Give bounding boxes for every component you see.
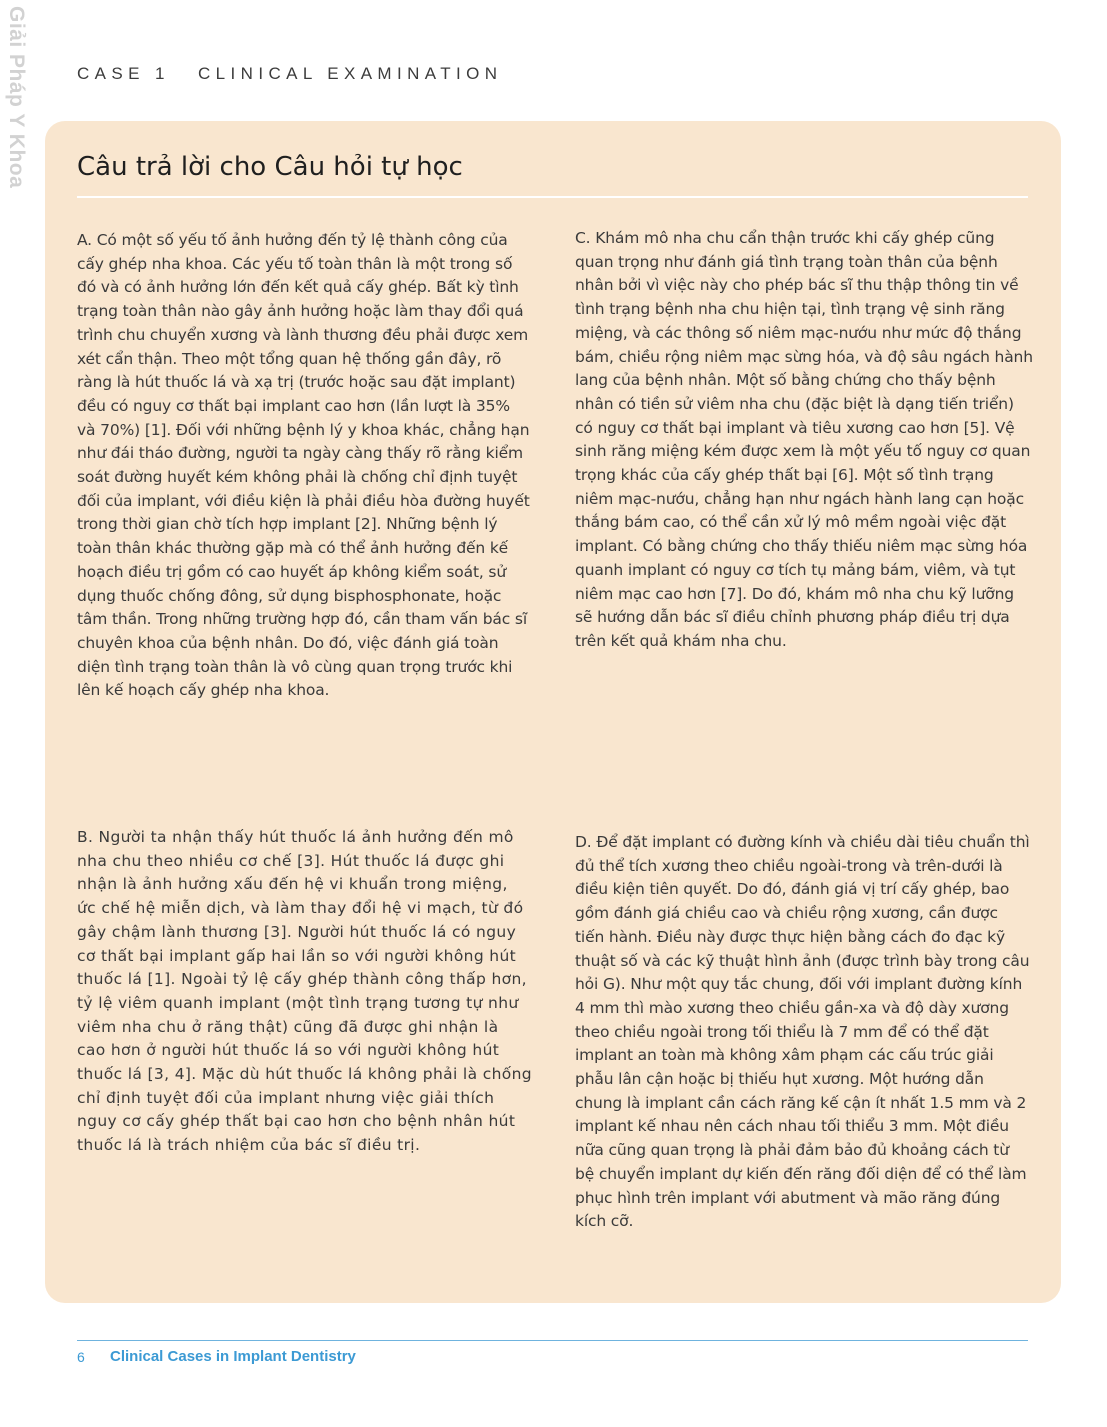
answer-d-paragraph: D. Để đặt implant có đường kính và chiều dài tiêu chuẩn thì đủ thể tích xương theo chiều ngoài-trong và trên-dưới là điều kiện tiên quyết. Do đó, đánh giá vị trí cấy ghép, bao gồm đánh giá chiều cao và chiều rộng xương, cần được tiến hành. Điều này được thực hiện bằng cách đo đạc kỹ thuật số và các kỹ thuật hình ảnh (được trình bày trong câu hỏi G). Như một quy tắc chung, đối với implant đường kính 4 mm thì mào xương theo chiều gần-xa và độ dày xương theo chiều ngoài trong tối thiểu là 7 mm để có thể đặt implant an toàn mà không xâm phạm các cấu trúc giải phẫu lân cận hoặc bị thiếu hụt xương. Một hướng dẫn chung là implant cần cách răng kế cận ít nhất 1.5 mm và 2 implant kế nhau nên cách nhau tối thiểu 3 mm. Một điều nữa cũng quan trọng là phải đảm bảo đủ khoảng cách từ bệ chuyển implant dự kiến đến răng đối diện để có thể làm phục hình trên implant với abutment và mão răng đúng kích cỡ. bbox=[575, 833, 1030, 1231]
running-head-case: CASE 1 bbox=[77, 64, 170, 83]
footer-divider bbox=[77, 1340, 1028, 1341]
page-number: 6 bbox=[77, 1349, 85, 1365]
watermark-text: Giải Pháp Y Khoa bbox=[5, 6, 28, 189]
footer-book-title: Clinical Cases in Implant Dentistry bbox=[110, 1348, 356, 1365]
running-head bbox=[77, 64, 502, 84]
answer-a-paragraph: A. Có một số yếu tố ảnh hưởng đến tỷ lệ thành công của cấy ghép nha khoa. Các yếu tố toàn thân là một trong số đó và có ảnh hưởng lớn đến kết quả cấy ghép. Bất kỳ tình trạng toàn thân nào gây ảnh hưởng hoặc làm thay đổi quá trình chu chuyển xương và lành thương đều phải được xem xét cẩn thận. Theo một tổng quan hệ thống gần đây, rõ ràng là hút thuốc lá và xạ trị (trước hoặc sau đặt implant) đều có nguy cơ thất bại implant cao hơn (lần lượt là 35% và 70%) [1]. Đối với những bệnh lý y khoa khác, chẳng hạn như đái tháo đường, người ta ngày càng thấy rõ rằng kiểm soát đường huyết kém không phải là chống chỉ định tuyệt đối của implant, với điều kiện là phải điều hòa đường huyết trong thời gian chờ tích hợp implant [2]. Những bệnh lý toàn thân khác thường gặp mà có thể ảnh hưởng đến kế hoạch điều trị gồm có cao huyết áp không kiểm soát, sử dụng thuốc chống đông, sử dụng bisphosphonate, hoặc tâm thần. Trong những trường hợp đó, cần tham vấn bác sĩ chuyên khoa của bệnh nhân. Do đó, việc đánh giá toàn diện tình trạng toàn thân là vô cùng quan trọng trước khi lên kế hoạch cấy ghép nha khoa. bbox=[77, 231, 530, 700]
panel-title: Câu trả lời cho Câu hỏi tự học bbox=[77, 152, 463, 182]
answer-b-paragraph: B. Người ta nhận thấy hút thuốc lá ảnh hưởng đến mô nha chu theo nhiều cơ chế [3]. Hút thuốc lá được ghi nhận là ảnh hưởng xấu đến hệ vi khuẩn trong miệng, ức chế hệ miễn dịch, và làm thay đổi hệ vi mạch, từ đó gây chậm lành thương [3]. Người hút thuốc lá có nguy cơ thất bại implant gấp hai lần so với người không hút thuốc lá [1]. Ngoài tỷ lệ cấy ghép thành công thấp hơn, tỷ lệ viêm quanh implant (một tình trạng tương tự như viêm nha chu ở răng thật) cũng đã được ghi nhận là cao hơn ở người hút thuốc lá so với người không hút thuốc lá [3, 4]. Mặc dù hút thuốc lá không phải là chống chỉ định tuyệt đối của implant nhưng việc giải thích nguy cơ cấy ghép thất bại cao hơn cho bệnh nhân hút thuốc lá là trách nhiệm của bác sĩ điều trị. bbox=[77, 828, 532, 1155]
title-divider bbox=[77, 196, 1028, 198]
answer-c-paragraph: C. Khám mô nha chu cẩn thận trước khi cấy ghép cũng quan trọng như đánh giá tình trạng toàn thân của bệnh nhân bởi vì việc này cho phép bác sĩ thu thập thông tin về tình trạng bệnh nha chu hiện tại, tình trạng vệ sinh răng miệng, và các thông số niêm mạc-nướu như mức độ thắng bám, chiều rộng niêm mạc sừng hóa, và độ sâu ngách hành lang của bệnh nhân. Một số bằng chứng cho thấy bệnh nhân có tiền sử viêm nha chu (đặc biệt là dạng tiến triển) có nguy cơ thất bại implant và tiêu xương cao hơn [5]. Vệ sinh răng miệng kém được xem là một yếu tố nguy cơ quan trọng khác của cấy ghép thất bại [6]. Một số tình trạng niêm mạc-nướu, chẳng hạn như ngách hành lang cạn hoặc thắng bám cao, có thể cần xử lý mô mềm ngoài việc đặt implant. Có bằng chứng cho thấy thiếu niêm mạc sừng hóa quanh implant có nguy cơ tích tụ mảng bám, viêm, và tụt niêm mạc cao hơn [7]. Do đó, khám mô nha chu kỹ lưỡng sẽ hướng dẫn bác sĩ điều chỉnh phương pháp điều trị dựa trên kết quả khám nha chu. bbox=[575, 229, 1033, 650]
running-head-section: CLINICAL EXAMINATION bbox=[198, 64, 503, 83]
